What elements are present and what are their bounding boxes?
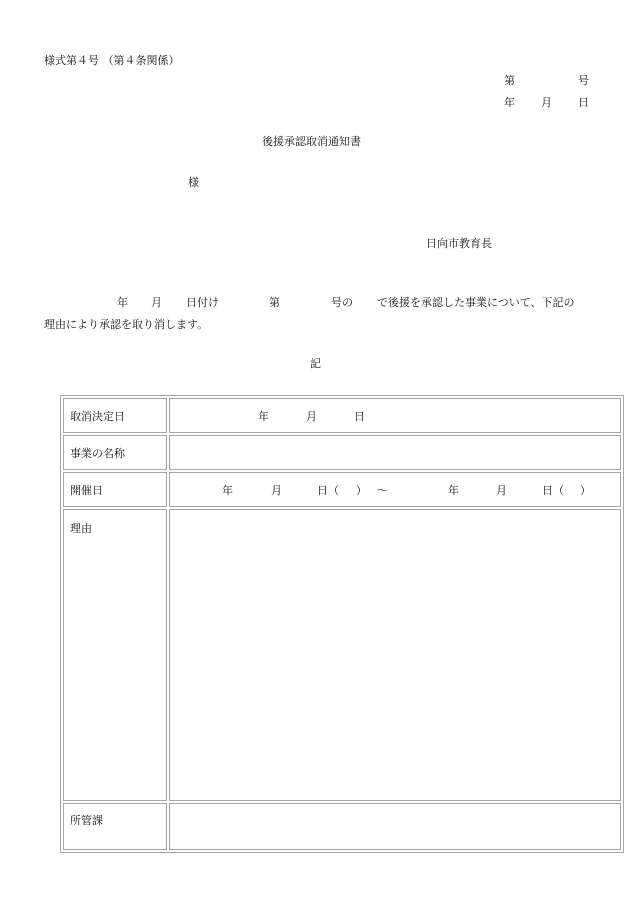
doc-number-dai: 第 <box>504 74 515 87</box>
table-row <box>63 398 621 433</box>
event-date-field[interactable] <box>169 472 621 507</box>
table-row <box>63 803 621 850</box>
start-day: 日（ <box>317 483 339 497</box>
body-dai: 第 <box>269 296 280 309</box>
document-title: 後援承認取消通知書 <box>262 135 361 148</box>
tilde: ～ <box>377 483 388 497</box>
cancel-day: 日 <box>354 409 365 423</box>
event-name-field[interactable] <box>169 435 621 470</box>
body-go-no: 号の <box>331 296 353 309</box>
ki-label: 記 <box>310 357 321 370</box>
doc-number-go: 号 <box>578 74 589 87</box>
recipient-suffix: 様 <box>188 176 199 189</box>
cancel-date-field[interactable] <box>169 398 621 433</box>
end-month: 月 <box>496 483 507 497</box>
start-year: 年 <box>222 483 233 497</box>
body-dated: 日付け <box>186 296 219 309</box>
department-field[interactable] <box>169 803 621 850</box>
reason-label: 理由 <box>63 509 167 801</box>
body-line2: 理由により承認を取り消します。 <box>44 318 209 331</box>
start-close: ） <box>356 483 367 497</box>
date-day: 日 <box>578 96 589 109</box>
date-year: 年 <box>504 96 515 109</box>
table-row <box>63 509 621 801</box>
department-label: 所管課 <box>63 803 167 850</box>
date-month: 月 <box>541 96 552 109</box>
body-month: 月 <box>151 296 162 309</box>
issuer: 日向市教育長 <box>426 237 492 250</box>
table-row <box>63 472 621 507</box>
cancel-date-label: 取消決定日 <box>63 398 167 433</box>
details-table <box>60 395 624 853</box>
body-line1-rest: で後援を承認した事業について、下記の <box>377 296 575 309</box>
reason-field[interactable] <box>169 509 621 801</box>
end-day: 日（ <box>542 483 564 497</box>
cancel-month: 月 <box>306 409 317 423</box>
event-date-label: 開催日 <box>63 472 167 507</box>
form-number: 様式第４号 （第４条関係） <box>44 54 180 67</box>
event-name-label: 事業の名称 <box>63 435 167 470</box>
body-year: 年 <box>117 296 128 309</box>
end-close: ） <box>580 483 591 497</box>
start-month: 月 <box>271 483 282 497</box>
table-row <box>63 435 621 470</box>
end-year: 年 <box>448 483 459 497</box>
cancel-year: 年 <box>258 409 269 423</box>
